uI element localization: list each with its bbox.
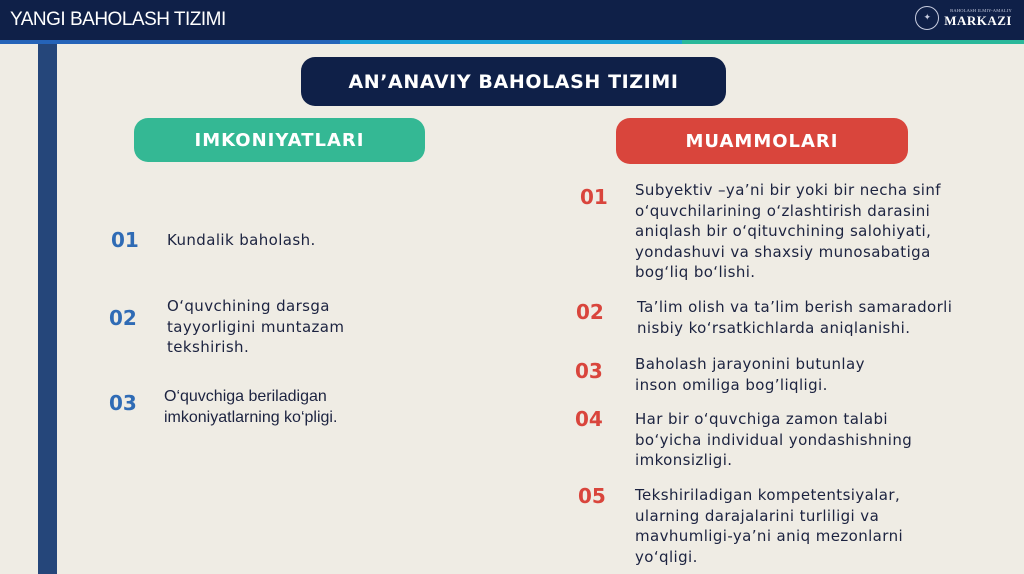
header-stripe-cyan [340, 40, 682, 44]
slide-title: YANGI BAHOLASH TIZIMI [10, 9, 226, 30]
logo-subtitle: BAHOLASH ILMIY-AMALIY [950, 7, 1012, 13]
problems-heading: MUAMMOLARI [616, 118, 908, 164]
problem-text: Baholash jarayonini butunlay inson omiliga bog’liqligi. [635, 355, 865, 394]
problem-number: 01 [580, 185, 608, 209]
side-accent-bar [38, 44, 57, 574]
problem-text: Subyektiv –ya’ni bir yoki bir necha sinf o‘quvchilarining o‘zlashtirish darasini aniqlash bir o‘qituvchining salohiyati, yondashuvi va shaxsiy munosabatiga bog‘liq bo‘lishi. [635, 181, 941, 281]
opportunity-text: Kundalik baholash. [167, 231, 316, 249]
opportunity-text: O‘quvchining darsga tayyorligini muntazam tekshirish. [167, 297, 345, 356]
header-bar [0, 0, 1024, 40]
logo-title: MARKAZI [944, 13, 1012, 29]
problem-number: 04 [575, 407, 603, 431]
problem-text: Ta’lim olish va ta’lim berish samaradorli nisbiy ko‘rsatkichlarda aniqlanishi. [637, 298, 953, 337]
opportunity-number: 02 [109, 306, 137, 330]
problem-number: 03 [575, 359, 603, 383]
problem-text: Har bir o‘quvchiga zamon talabi bo‘yicha individual yondashishning imkonsizligi. [635, 410, 913, 469]
emblem-icon: ✦ [915, 6, 939, 30]
logo [915, 6, 1012, 30]
main-heading: AN’ANAVIY BAHOLASH TIZIMI [301, 57, 726, 106]
problem-number: 02 [576, 300, 604, 324]
header-stripe-green [682, 40, 1024, 44]
opportunity-text: O‘quvchiga beriladigan imkoniyatlarning ko‘pligi. [164, 388, 338, 426]
opportunities-heading: IMKONIYATLARI [134, 118, 425, 162]
problem-text: Tekshiriladigan kompetentsiyalar, ularning darajalarini turliligi va mavhumligi-ya’ni aniq mezonlarni yo‘qligi. [635, 486, 904, 566]
problem-number: 05 [578, 484, 606, 508]
opportunity-number: 01 [111, 228, 139, 252]
opportunity-number: 03 [109, 391, 137, 415]
